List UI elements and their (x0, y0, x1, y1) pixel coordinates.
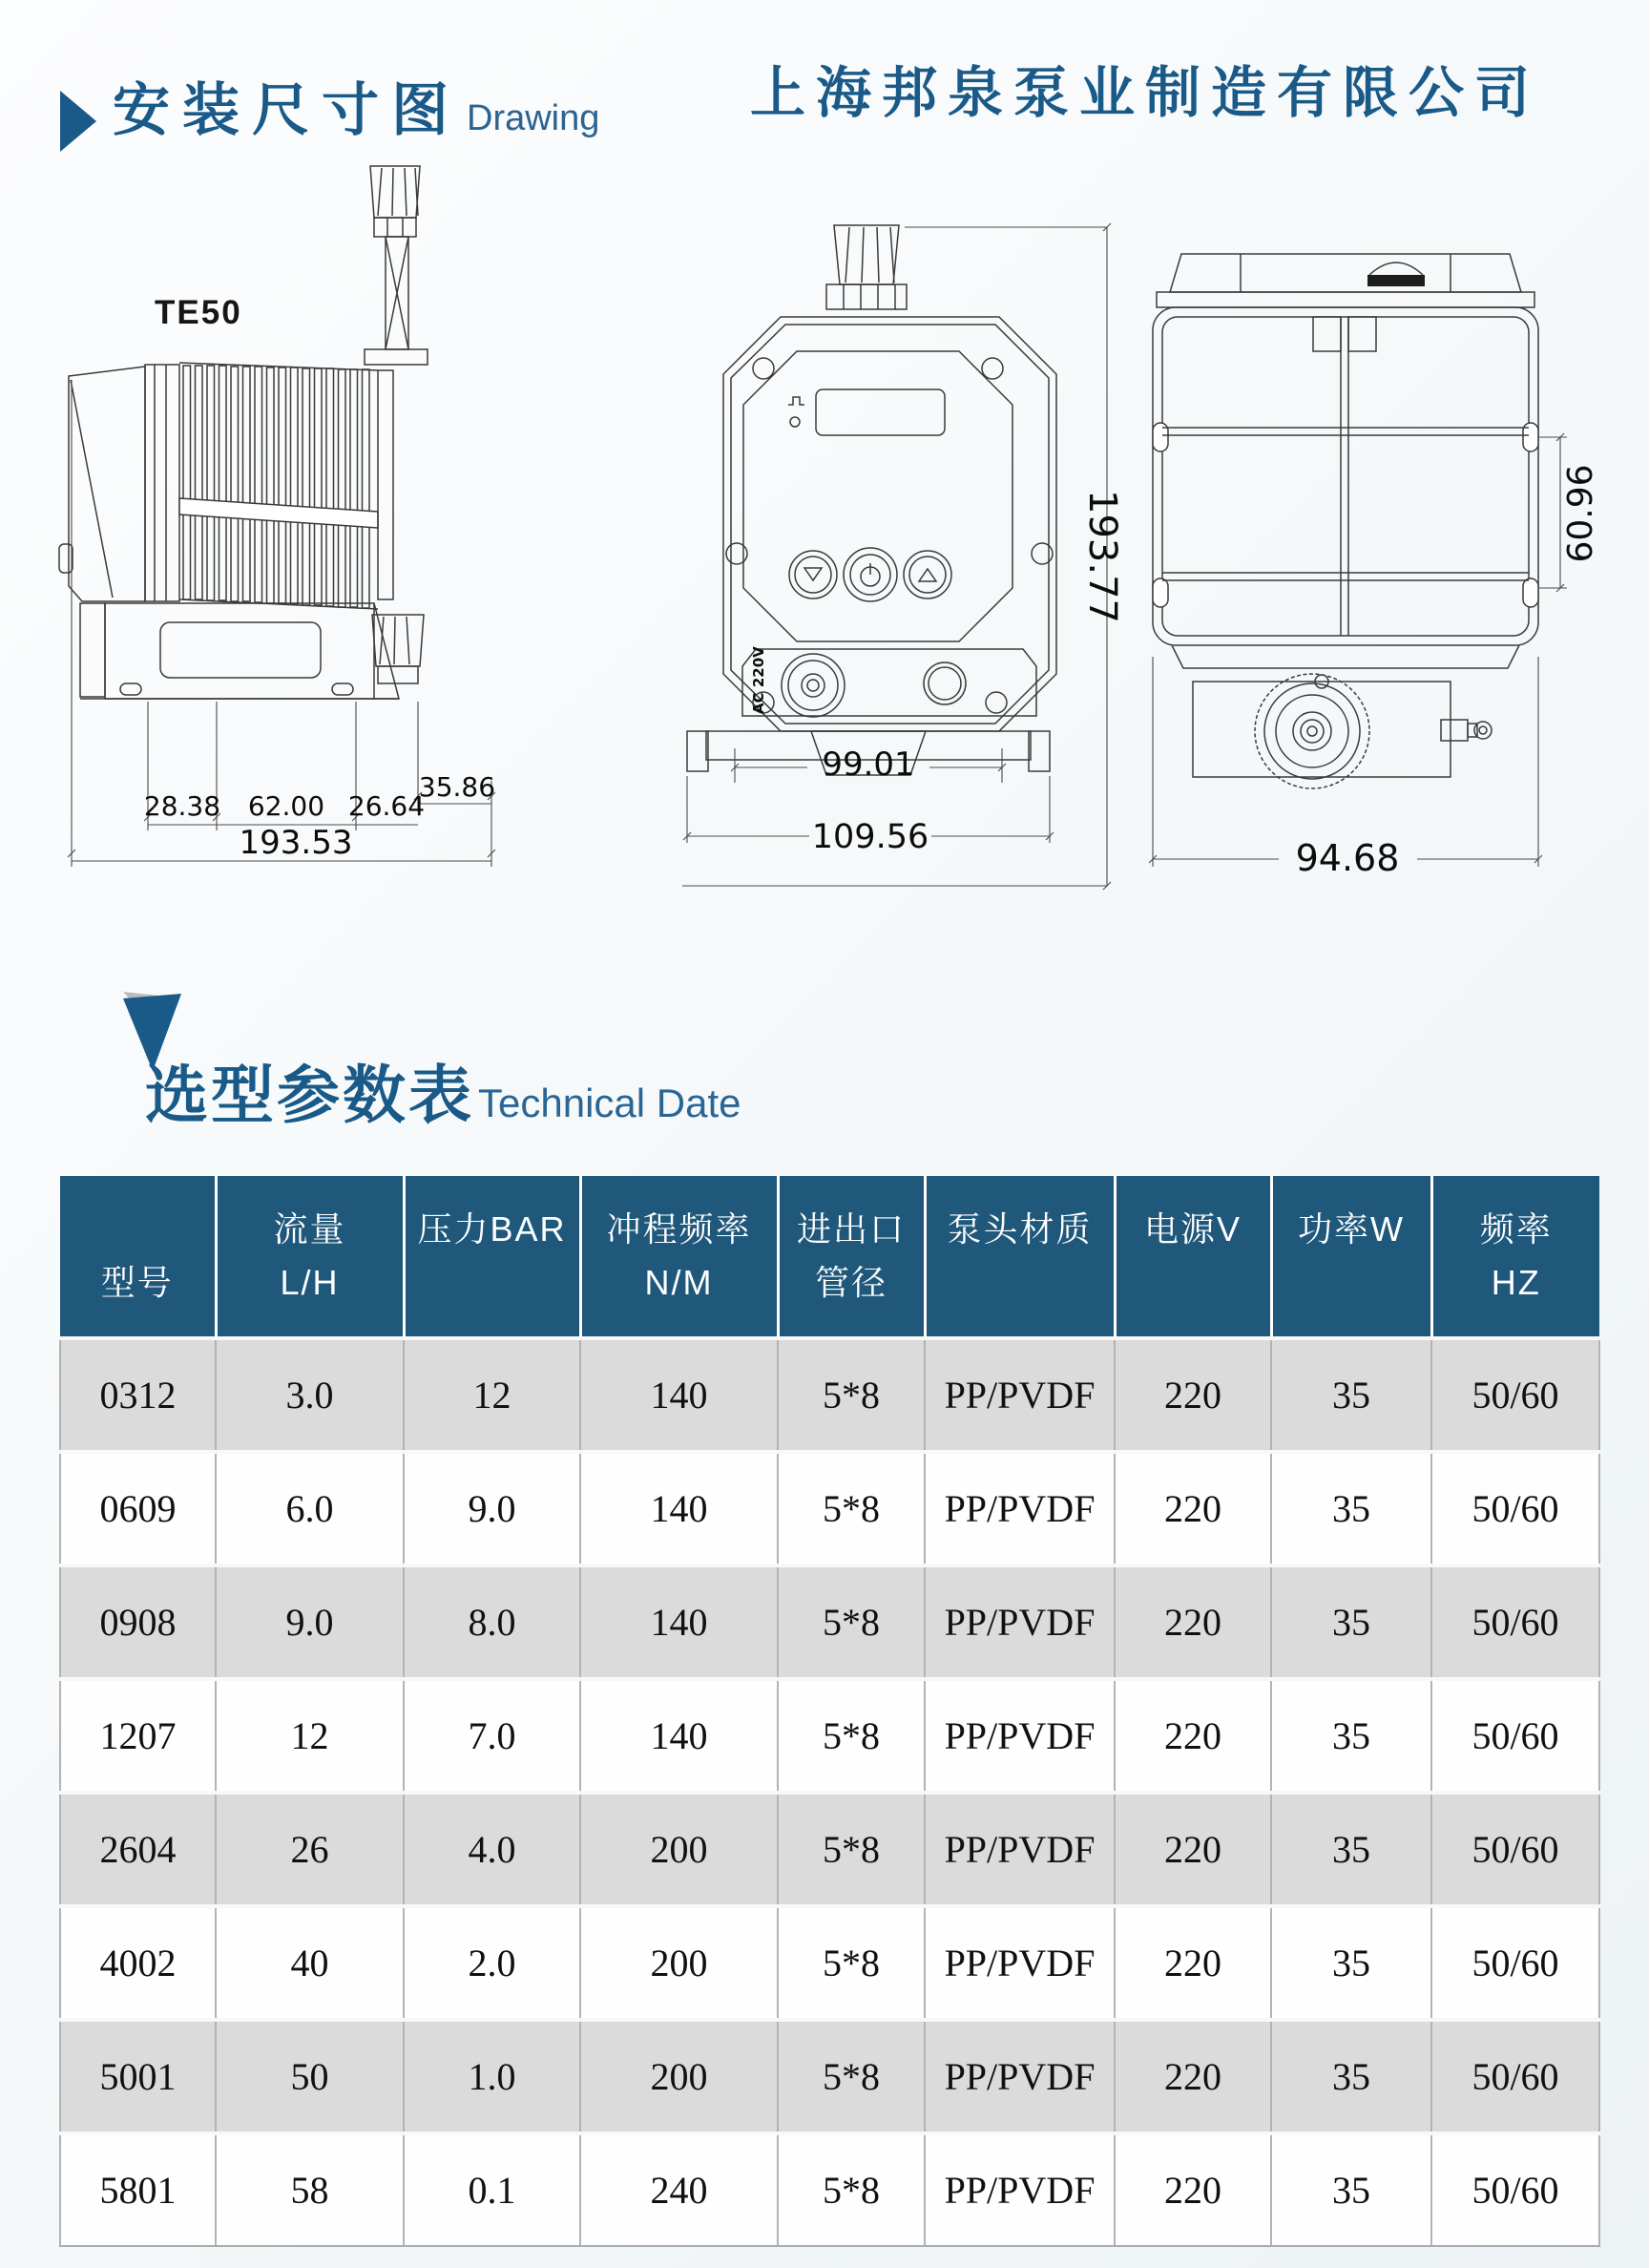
dim-label: 193.53 (239, 824, 353, 862)
table-cell: 220 (1115, 1338, 1271, 1452)
table-cell: 35 (1271, 1338, 1431, 1452)
section-title-cn: 选型参数表 (145, 1060, 474, 1130)
table-cell: 35 (1271, 1793, 1431, 1906)
table-cell: 50/60 (1431, 1338, 1599, 1452)
table-cell: 8.0 (404, 1565, 580, 1679)
table-cell: 35 (1271, 2133, 1431, 2246)
table-cell: 0609 (60, 1452, 216, 1565)
table-cell: 220 (1115, 1679, 1271, 1793)
top-view-drawing (1126, 237, 1603, 895)
table-cell: 9.0 (216, 1565, 404, 1679)
table-cell: 2.0 (404, 1906, 580, 2020)
table-cell: 140 (580, 1452, 778, 1565)
header-arrow-icon (60, 91, 98, 152)
table-cell: 50/60 (1431, 2133, 1599, 2246)
table-cell: PP/PVDF (925, 1565, 1115, 1679)
table-cell: 5*8 (778, 2020, 925, 2133)
table-cell: 7.0 (404, 1679, 580, 1793)
dim-label: 28.38 (143, 790, 221, 822)
header-cell-pressure: 压力BAR (404, 1176, 580, 1338)
table-row (60, 2133, 1599, 2246)
table-cell: 50/60 (1431, 1565, 1599, 1679)
table-cell: 35 (1271, 1452, 1431, 1565)
header-cell-power: 功率W (1271, 1176, 1431, 1338)
table-cell: 0.1 (404, 2133, 580, 2246)
company-name: 上海邦泉泵业制造有限公司 (750, 62, 1541, 124)
header-cell-model: 型号 (60, 1176, 216, 1338)
page-title (113, 65, 599, 147)
table-cell: 12 (216, 1679, 404, 1793)
table-cell: 140 (580, 1565, 778, 1679)
table-cell: 50 (216, 2020, 404, 2133)
table-cell: 35 (1271, 2020, 1431, 2133)
section-title (145, 1044, 741, 1135)
table-cell: 50/60 (1431, 1906, 1599, 2020)
header-cell-flow: 流量 L/H (216, 1176, 404, 1338)
power-label: AC 220V (750, 646, 767, 714)
header-cell-frequency: 频率 HZ (1431, 1176, 1599, 1338)
table-cell: 1207 (60, 1679, 216, 1793)
table-cell: 5*8 (778, 1452, 925, 1565)
table-cell: 140 (580, 1338, 778, 1452)
table-cell: 4002 (60, 1906, 216, 2020)
table-cell: 6.0 (216, 1452, 404, 1565)
table-cell: 200 (580, 1906, 778, 2020)
table-cell: 220 (1115, 1793, 1271, 1906)
table-cell: 50/60 (1431, 2020, 1599, 2133)
table-cell: 5*8 (778, 2133, 925, 2246)
table-header-row (60, 1176, 1599, 1338)
table-cell: 9.0 (404, 1452, 580, 1565)
spec-table (59, 1176, 1600, 2247)
table-cell: 220 (1115, 2133, 1271, 2246)
table-row (60, 1679, 1599, 1793)
table-cell: 240 (580, 2133, 778, 2246)
dim-label: 109.56 (811, 818, 929, 856)
table-cell: 220 (1115, 1906, 1271, 2020)
table-cell: 50/60 (1431, 1793, 1599, 1906)
dim-label: 60.96 (1561, 464, 1600, 563)
table-cell: 3.0 (216, 1338, 404, 1452)
table-cell: 50/60 (1431, 1679, 1599, 1793)
page-title-cn: 安装尺寸图 (113, 78, 461, 142)
dim-label: 26.64 (347, 790, 426, 822)
table-cell: 50/60 (1431, 1452, 1599, 1565)
dim-label: 94.68 (1295, 837, 1400, 879)
table-cell: 5001 (60, 2020, 216, 2133)
table-cell: 2604 (60, 1793, 216, 1906)
table-cell: 5*8 (778, 1906, 925, 2020)
header-cell-stroke-frequency: 冲程频率 N/M (580, 1176, 778, 1338)
table-cell: 40 (216, 1906, 404, 2020)
table-row (60, 1452, 1599, 1565)
side-view-drawing (57, 162, 506, 869)
table-cell: 1.0 (404, 2020, 580, 2133)
table-cell: 26 (216, 1793, 404, 1906)
table-cell: PP/PVDF (925, 1452, 1115, 1565)
table-cell: 35 (1271, 1565, 1431, 1679)
table-cell: 5*8 (778, 1679, 925, 1793)
table-cell: PP/PVDF (925, 2020, 1115, 2133)
table-cell: PP/PVDF (925, 1679, 1115, 1793)
table-cell: PP/PVDF (925, 2133, 1115, 2246)
table-row (60, 1906, 1599, 2020)
table-cell: 200 (580, 2020, 778, 2133)
header-cell-voltage: 电源V (1115, 1176, 1271, 1338)
table-row (60, 2020, 1599, 2133)
table-cell: 140 (580, 1679, 778, 1793)
table-cell: 0312 (60, 1338, 216, 1452)
table-cell: 220 (1115, 1565, 1271, 1679)
model-label: TE50 (155, 294, 242, 331)
table-cell: 12 (404, 1338, 580, 1452)
table-row (60, 1793, 1599, 1906)
table-cell: 5801 (60, 2133, 216, 2246)
section-title-en: Technical Date (478, 1081, 741, 1125)
table-cell: 220 (1115, 1452, 1271, 1565)
table-cell: PP/PVDF (925, 1793, 1115, 1906)
dim-label: 193.77 (1080, 490, 1124, 623)
table-cell: 5*8 (778, 1793, 925, 1906)
table-row (60, 1338, 1599, 1452)
table-cell: 4.0 (404, 1793, 580, 1906)
header-cell-head-material: 泵头材质 (925, 1176, 1115, 1338)
table-cell: 5*8 (778, 1565, 925, 1679)
table-cell: 5*8 (778, 1338, 925, 1452)
table-cell: PP/PVDF (925, 1338, 1115, 1452)
table-cell: PP/PVDF (925, 1906, 1115, 2020)
dim-label: 35.86 (418, 771, 496, 803)
header-cell-pipe-diameter: 进出口 管径 (778, 1176, 925, 1338)
table-cell: 35 (1271, 1679, 1431, 1793)
dim-label: 62.00 (247, 790, 325, 822)
table-cell: 35 (1271, 1906, 1431, 2020)
dim-label: 99.01 (822, 746, 915, 784)
table-row (60, 1565, 1599, 1679)
table-cell: 200 (580, 1793, 778, 1906)
table-cell: 58 (216, 2133, 404, 2246)
table-cell: 220 (1115, 2020, 1271, 2133)
front-view-drawing (668, 218, 1126, 892)
page-title-en: Drawing (467, 98, 600, 138)
table-cell: 0908 (60, 1565, 216, 1679)
